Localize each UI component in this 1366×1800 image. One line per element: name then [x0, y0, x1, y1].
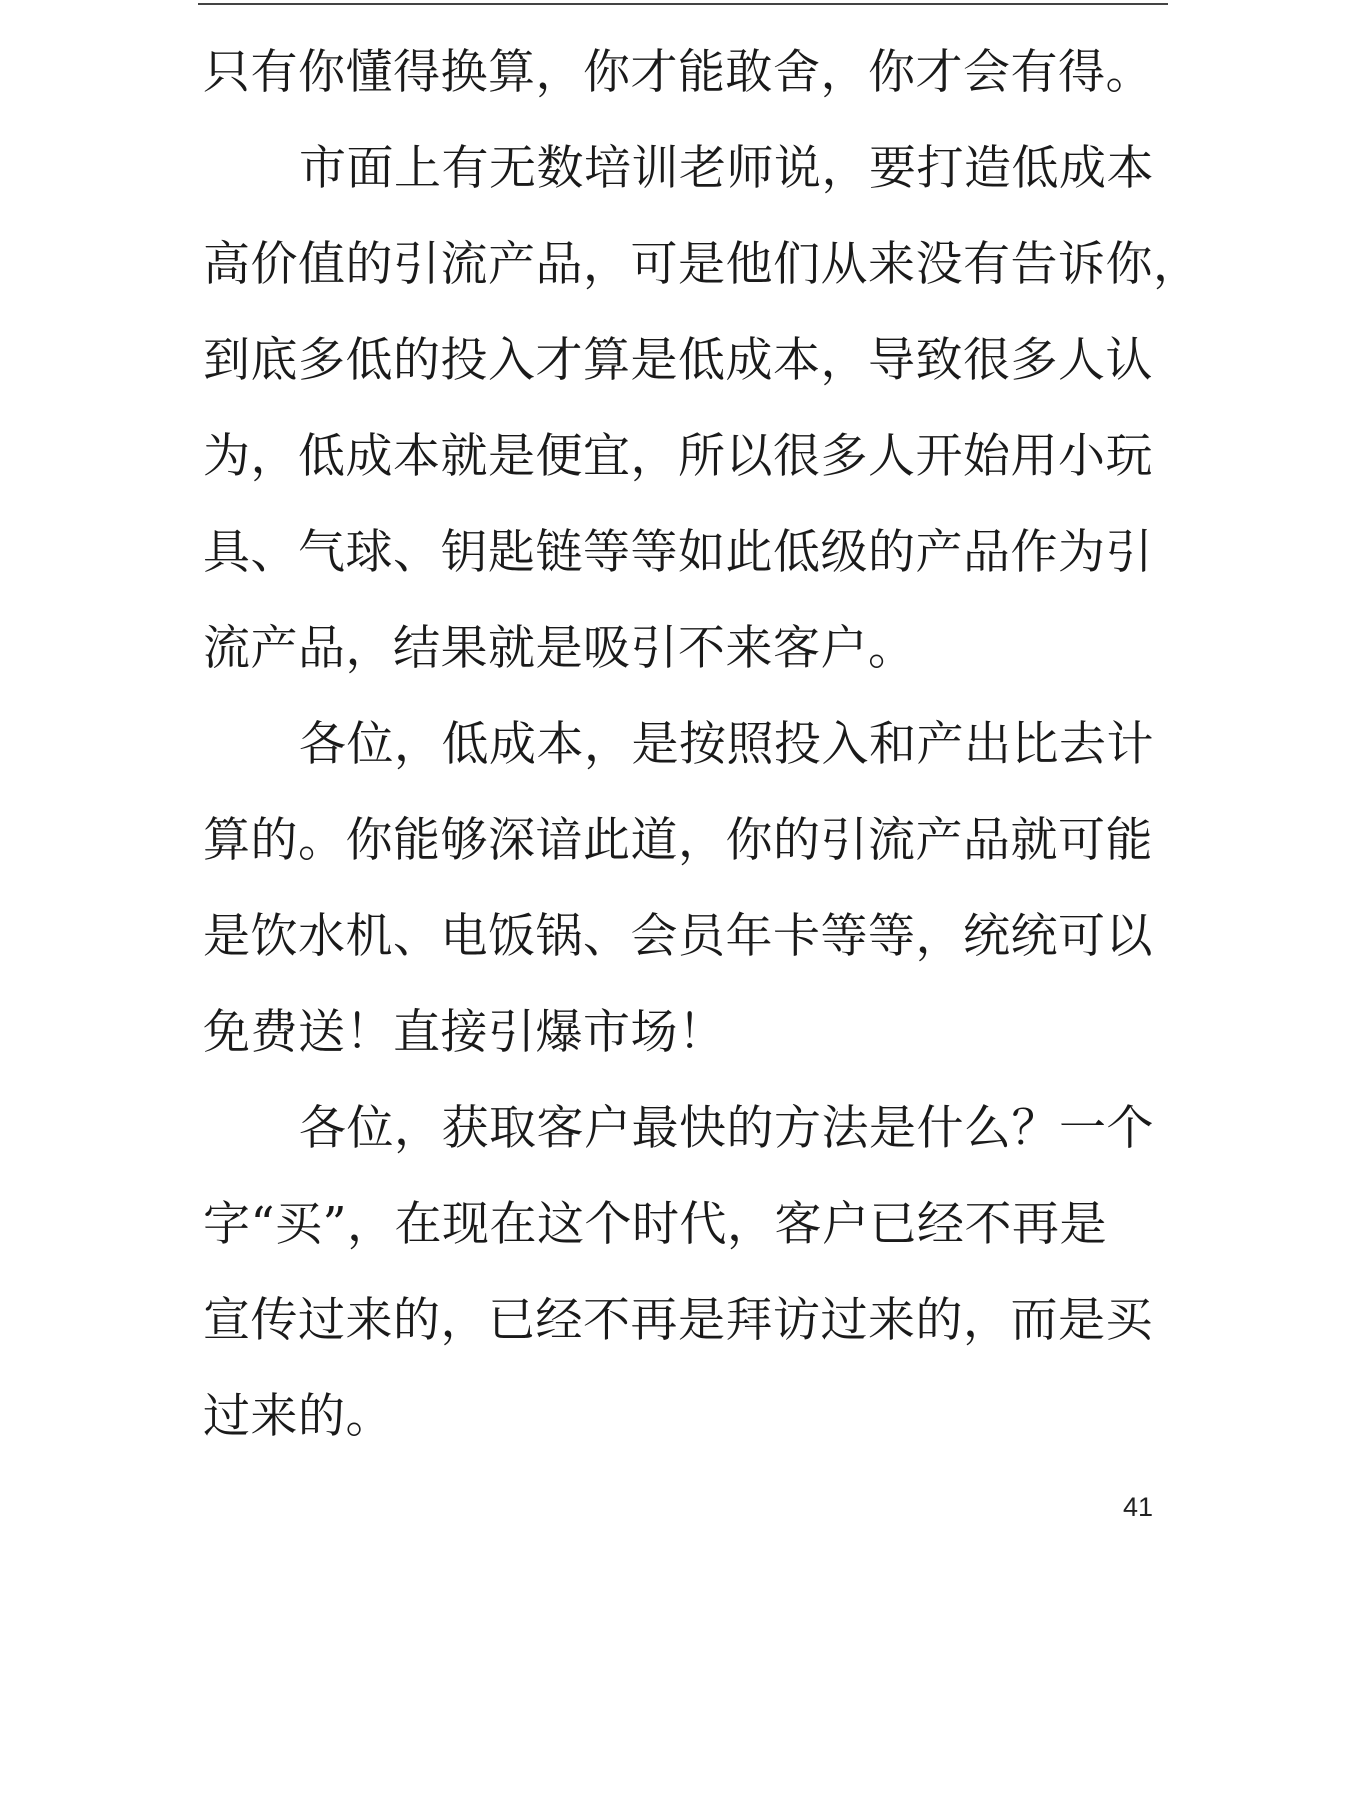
text-line: 流产品，结果就是吸引不来客户。	[203, 621, 916, 676]
text-line: 字“买”，在现在这个时代，客户已经不再是	[203, 1197, 1108, 1252]
page-number: 41	[1123, 1492, 1154, 1522]
text-line: 免费送！直接引爆市场！	[203, 1005, 726, 1060]
text-line: 为，低成本就是便宜，所以很多人开始用小玩	[203, 429, 1153, 484]
text-line: 是饮水机、电饭锅、会员年卡等等，统统可以	[203, 909, 1153, 964]
text-line: 具、气球、钥匙链等等如此低级的产品作为引	[203, 525, 1153, 580]
paragraph-start-line: 各位，低成本，是按照投入和产出比去计	[299, 717, 1154, 772]
text-line: 到底多低的投入才算是低成本，导致很多人认	[203, 333, 1153, 388]
paragraph-start-line: 市面上有无数培训老师说，要打造低成本	[299, 141, 1154, 196]
top-rule	[198, 3, 1168, 5]
paragraph-start-line: 各位，获取客户最快的方法是什么？一个	[299, 1101, 1154, 1156]
text-line: 算的。你能够深谙此道，你的引流产品就可能	[203, 813, 1153, 868]
text-line: 只有你懂得换算，你才能敢舍，你才会有得。	[203, 45, 1153, 100]
text-line: 高价值的引流产品，可是他们从来没有告诉你，	[203, 237, 1201, 292]
text-line: 过来的。	[203, 1389, 393, 1444]
text-line: 宣传过来的，已经不再是拜访过来的，而是买	[203, 1293, 1153, 1348]
body-text	[203, 38, 1201, 1478]
